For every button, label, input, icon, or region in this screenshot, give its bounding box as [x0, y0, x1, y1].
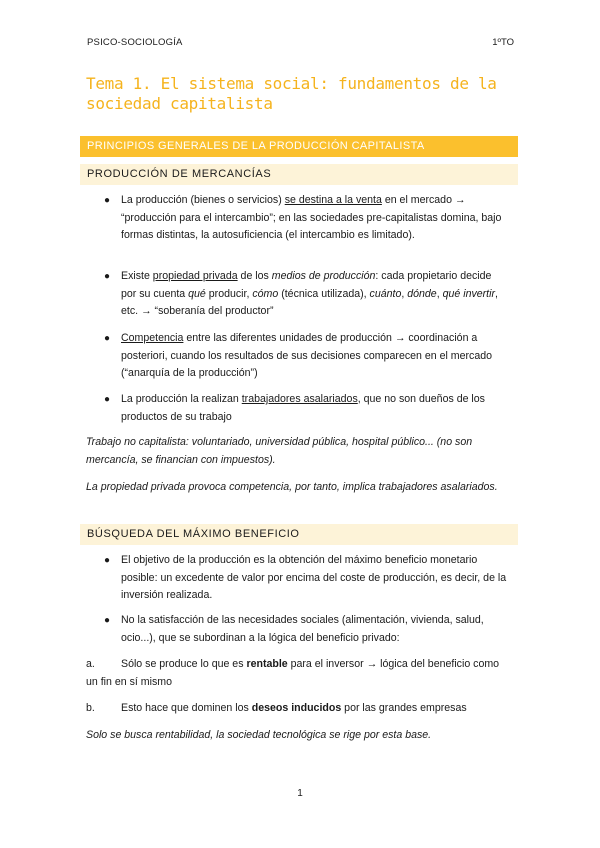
bullet-dot: ● — [104, 394, 111, 405]
bullet-item: ● La producción la realizan trabajadores asalariados, que no son dueños de los productos de su trabajo — [104, 393, 485, 423]
page-number: 1 — [297, 788, 303, 799]
bullet-item: ● No la satisfacción de las necesidades sociales (alimentación, vivienda, salud, ocio...), que se subordinan a la lógica del beneficio privado: — [104, 614, 484, 644]
lettered-item: a. Sólo se produce lo que es rentable para el inversor → lógica del beneficio como un fin en sí mismo — [86, 658, 500, 688]
bullet-dot: ● — [104, 333, 111, 344]
note-paragraph: Trabajo no capitalista: voluntariado, universidad pública, hospital público... (no son mercancía, se financian con impuestos). — [86, 436, 473, 466]
bullet-dot: ● — [104, 195, 111, 206]
section-heading: PRINCIPIOS GENERALES DE LA PRODUCCIÓN CAPITALISTA — [80, 136, 518, 157]
header-subject: PSICO-SOCIOLOGÍA — [87, 37, 183, 48]
bullet-item: ● El objetivo de la producción es la obtención del máximo beneficio monetario posible: un excedente de valor por encima del coste de producción, es decir, de la inversión realizada. — [104, 554, 507, 601]
page-title: Tema 1. El sistema social: fundamentos de la sociedad capitalista — [86, 74, 497, 113]
bullet-dot: ● — [104, 271, 111, 282]
note-paragraph: Solo se busca rentabilidad, la sociedad tecnológica se rige por esta base. — [86, 729, 432, 741]
subsection-heading-beneficio: BÚSQUEDA DEL MÁXIMO BENEFICIO — [80, 524, 518, 545]
lettered-item: b. Esto hace que dominen los deseos inducidos por las grandes empresas — [86, 702, 467, 714]
bullet-item: ● Existe propiedad privada de los medios de producción: cada propietario decide por su cuenta qué producir, cómo (técnica utilizada), cuánto, dónde, qué invertir, etc. → “soberanía del productor” — [104, 270, 498, 317]
subsection-heading-mercancias: PRODUCCIÓN DE MERCANCÍAS — [80, 164, 518, 185]
bullet-dot: ● — [104, 555, 111, 566]
bullet-item: ● Competencia entre las diferentes unidades de producción → coordinación a posteriori, cuando los resultados de sus decisiones comparecen en el mercado (“anarquía de la producción”) — [104, 332, 492, 379]
note-paragraph: La propiedad privada provoca competencia, por tanto, implica trabajadores asalariados. — [86, 481, 498, 493]
bullet-dot: ● — [104, 615, 111, 626]
header-course: 1ºTO — [492, 37, 514, 48]
bullet-item: ● La producción (bienes o servicios) se destina a la venta en el mercado → “producción para el intercambio”; en las sociedades pre-capitalistas domina, bajo formas distintas, la autosuficiencia (el intercambio es limitado). — [104, 194, 502, 241]
